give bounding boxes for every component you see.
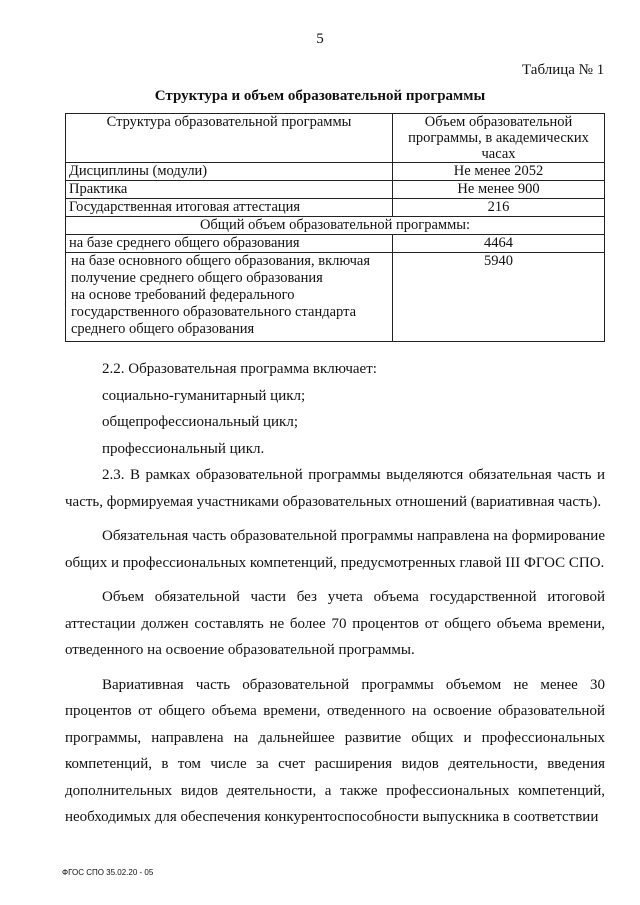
table-row bbox=[66, 253, 605, 342]
header-volume-line: Объем образовательной bbox=[424, 114, 573, 130]
program-structure-table bbox=[65, 113, 605, 342]
row-name-line: среднего общего образования bbox=[71, 321, 255, 337]
paragraph-2-2: 2.2. Образовательная программа включает: bbox=[102, 361, 377, 377]
total-volume-subheader: Общий объем образовательной программы: bbox=[66, 217, 605, 235]
row-name-secondary-base: на базе среднего общего образования bbox=[66, 235, 393, 253]
table-row bbox=[66, 235, 605, 253]
row-name-disciplines: Дисциплины (модули) bbox=[66, 163, 393, 181]
document-body bbox=[65, 356, 605, 831]
list-item-cycle: социально-гуманитарный цикл; bbox=[102, 387, 306, 404]
table-header-row bbox=[66, 114, 605, 163]
table-subheader-row bbox=[66, 217, 605, 235]
row-name-attestation: Государственная итоговая аттестация bbox=[66, 199, 393, 217]
document-footer: ФГОС СПО 35.02.20 - 05 bbox=[62, 868, 154, 877]
row-name-line: на базе основного общего образования, включая bbox=[71, 253, 371, 269]
row-name-line: на основе требований федерального bbox=[71, 287, 295, 303]
row-value-practice: Не менее 900 bbox=[393, 181, 605, 199]
table-title: Структура и объем образовательной программы bbox=[154, 88, 486, 104]
table-label: Таблица № 1 bbox=[522, 62, 605, 78]
row-value-secondary-base: 4464 bbox=[393, 235, 605, 253]
table-row bbox=[66, 163, 605, 181]
header-volume-line: часах bbox=[481, 146, 516, 162]
page-number: 5 bbox=[316, 31, 324, 47]
table-row bbox=[66, 199, 605, 217]
row-value-disciplines: Не менее 2052 bbox=[393, 163, 605, 181]
row-name-line: государственного образовательного стандарта bbox=[71, 304, 357, 320]
header-structure: Структура образовательной программы bbox=[66, 114, 393, 163]
table-row bbox=[66, 181, 605, 199]
header-volume-line: программы, в академических bbox=[408, 130, 589, 146]
list-item-cycle: профессиональный цикл. bbox=[102, 440, 265, 457]
paragraph-2-3: 2.3. В рамках образовательной программы выделяются обязательная часть и часть, формируемая участниками образовательных отношений (вариативная часть). bbox=[65, 467, 605, 510]
row-value-attestation: 216 bbox=[393, 199, 605, 217]
paragraph-mandatory-part: Обязательная часть образовательной программы направлена на формирование общих и профессиональных компетенций, предусмотренных главой III ФГОС СПО. bbox=[65, 528, 605, 571]
row-name-practice: Практика bbox=[66, 181, 393, 199]
paragraph-mandatory-volume: Объем обязательной части без учета объема государственной итоговой аттестации должен составлять не более 70 процентов от общего объема времени, отведенного на освоение образовательной программы. bbox=[65, 589, 605, 658]
paragraph-variative-part: Вариативная часть образовательной программы объемом не менее 30 процентов от общего объема времени, отведенного на освоение образовательной программы, направлена на дальнейшее развитие общих и профессиональных компетенций, в том числе за счет расширения видов деятельности, введения дополнительных видов деятельности, а также профессиональных компетенций, необходимых для обеспечения конкурентоспособности выпускника в соответствии bbox=[65, 676, 605, 825]
row-name-line: получение среднего общего образования bbox=[71, 270, 323, 286]
list-item-cycle: общепрофессиональный цикл; bbox=[102, 414, 298, 430]
row-name-basic-base bbox=[66, 253, 393, 342]
header-volume bbox=[393, 114, 605, 163]
row-value-basic-base: 5940 bbox=[393, 253, 605, 342]
